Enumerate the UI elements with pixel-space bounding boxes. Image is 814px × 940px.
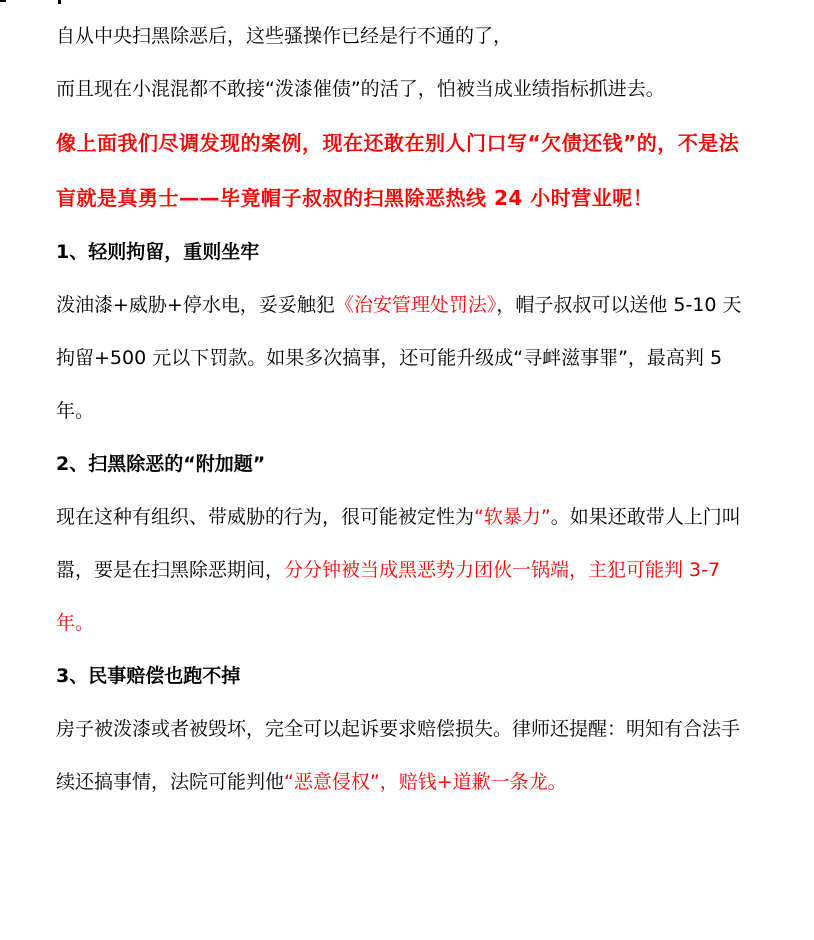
article-body <box>56 10 756 809</box>
section-2-heading <box>56 438 756 491</box>
section-1-heading-text: 1、轻则拘留，重则坐牢 <box>56 241 260 263</box>
warning-paragraph <box>56 116 756 226</box>
section-2-paragraph <box>56 491 756 650</box>
top-edge-mark <box>0 0 6 2</box>
section-2-text-a: 现在这种有组织、带威胁的行为，很可能被定性为 <box>56 506 475 528</box>
section-2-consequence: 分分钟被当成黑恶势力团伙一锅端，主犯可能判 3-7 年。 <box>56 559 721 634</box>
soft-violence-term: “软暴力” <box>474 506 551 528</box>
section-3-text-a: 房子被泼漆或者被毁坏，完全可以起诉要求赔偿损失。律师还提醒：明知有合法手续还搞事情，法院可能判他 <box>56 718 741 793</box>
section-3-paragraph <box>56 703 756 809</box>
malicious-infringement-term: “恶意侵权”，赔钱+道歉一条龙。 <box>284 771 567 793</box>
top-edge-mark <box>58 0 61 4</box>
section-1-paragraph <box>56 279 756 438</box>
intro-paragraph-1 <box>56 10 756 63</box>
section-1-text-a: 泼油漆+威胁+停水电，妥妥触犯 <box>56 294 335 316</box>
intro-text-1: 自从中央扫黑除恶后，这些骚操作已经是行不通的了， <box>56 25 513 47</box>
intro-paragraph-2 <box>56 63 756 116</box>
section-1-heading <box>56 226 756 279</box>
section-1-text-b: ，帽子叔叔可以送他 5-10 天拘留+500 元以下罚款。如果多次搞事，还可能升级成“寻衅滋事罪”，最高判 5 年。 <box>56 294 742 422</box>
warning-text: 像上面我们尽调发现的案例，现在还敢在别人门口写“欠债还钱”的，不是法盲就是真勇士——毕竟帽子叔叔的扫黑除恶热线 24 小时营业呢！ <box>56 131 740 210</box>
intro-text-2: 而且现在小混混都不敢接“泼漆催债”的活了，怕被当成业绩指标抓进去。 <box>56 78 665 100</box>
section-2-heading-text: 2、扫黑除恶的“附加题” <box>56 453 266 475</box>
section-2-text-b: 。如果还敢带人上门叫嚣，要是在扫黑除恶期间， <box>56 506 741 581</box>
law-name: 《治安管理处罚法》 <box>334 294 497 316</box>
section-3-heading <box>56 650 756 703</box>
section-3-heading-text: 3、民事赔偿也跑不掉 <box>56 665 241 687</box>
